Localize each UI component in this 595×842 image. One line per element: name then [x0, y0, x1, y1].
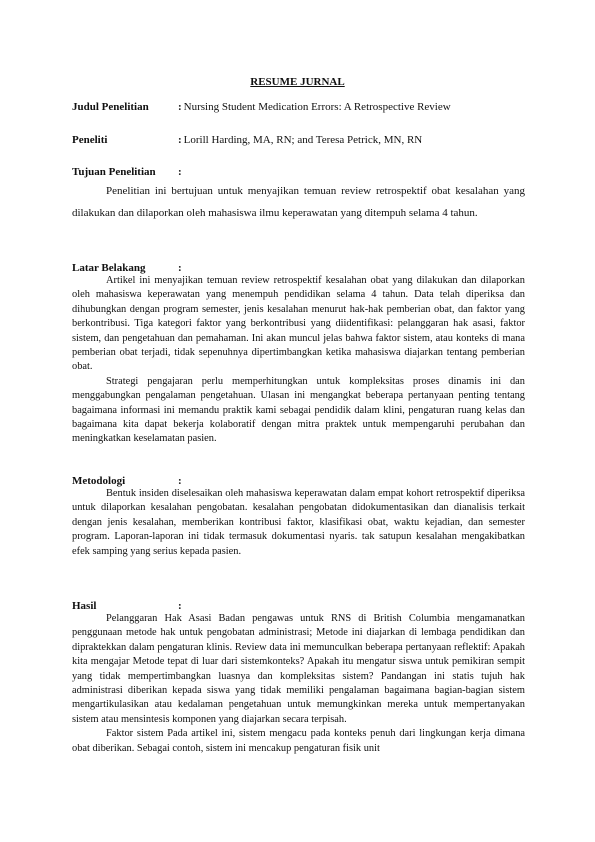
peneliti-value: Lorill Harding, MA, RN; and Teresa Petrick, MN, RN	[183, 134, 423, 146]
tujuan-text: Penelitian ini bertujuan untuk menyajikan temuan review retrospektif obat kesalahan yang dilakukan dan dilaporkan oleh mahasiswa ilmu keperawatan yang ditempuh selama 4 tahun.	[72, 185, 525, 219]
latar-row	[72, 262, 182, 274]
hasil-p2: Faktor sistem Pada artikel ini, sistem mengacu pada konteks penuh dari lingkungan kerja dimana obat diberikan. Sebagai contoh, sistem ini mencakup pengaturan fisik unit	[72, 728, 525, 754]
hasil-paragraphs	[72, 612, 525, 756]
tujuan-colon: :	[178, 166, 182, 178]
judul-colon: :	[178, 101, 182, 113]
metodologi-colon: :	[178, 475, 182, 487]
peneliti-row	[72, 134, 422, 146]
hasil-colon: :	[178, 600, 182, 612]
metodologi-row	[72, 475, 182, 487]
tujuan-row	[72, 166, 182, 178]
hasil-p1: Pelanggaran Hak Asasi Badan pengawas untuk RNS di British Columbia mengamanatkan penggunaan metode hak untuk pengobatan administrasi; Metode ini diajarkan di lembaga pendidikan dan dipraktekkan dalam pengaturan klinis. Review data ini memunculkan beberapa pertanyaan reflektif: Apakah kita mengajar Metode tepat di luar dari sistemkonteks? Apakah itu mengatur siswa untuk pemikiran sempit yang tidak mempertimbangkan luasnya dan kompleksitas sistem? Pandangan ini statis tujuh hak administrasi diberikan kepada siswa yang tidak memiliki pengalaman bagaimana bagian-bagian sistem mengartikulasikan atau kedalaman pengetahuan untuk memungkinkan mereka untuk mempertanyakan sistem atau mensintesis komponen yang diajarkan secara terpisah.	[72, 613, 525, 725]
latar-p1: Artikel ini menyajikan temuan review retrospektif kesalahan obat yang dilakukan dan dilaporkan oleh mahasiswa keperawatan yang menempuh pendidikan selama 4 tahun. Data telah diperiksa dan dihubungkan dengan program semester, jenis kesalahan menurut hak-hak pemberian obat, dan faktor yang berkontribusi. Tiga kategori faktor yang berkontribusi yang diidentifikasi: pelanggaran hak asasi, faktor sistem, dan pengetahuan dan pemahaman. Ini akan muncul jelas bahwa faktor sistem, atau konteks di mana pemberian obat terjadi, tidak sepenuhnya dipertimbangkan ketika mahasiswa diajarkan tentang pemberian obat.	[72, 275, 525, 373]
tujuan-paragraph	[72, 180, 525, 224]
judul-row	[72, 101, 451, 113]
latar-label: Latar Belakang	[72, 262, 146, 274]
judul-value: Nursing Student Medication Errors: A Retrospective Review	[183, 101, 451, 113]
latar-p2: Strategi pengajaran perlu memperhitungkan untuk kompleksitas proses dinamis ini dan menggabungkan pengalaman pengetahuan. Ulasan ini mengangkat beberapa pertanyaan penting tentang bagaimana informasi ini memandu praktik kami sebagai pendidik dalam klini, pengaturan ruang kelas dan bagaimana kita dapat bekerja kolaboratif dengan mitra praktek untuk mempengaruhi perubahan dan meningkatkan keselamatan pasien.	[72, 375, 525, 445]
document-title: RESUME JURNAL	[250, 76, 345, 88]
hasil-label: Hasil	[72, 600, 97, 612]
latar-paragraphs	[72, 274, 525, 447]
latar-colon: :	[178, 262, 182, 274]
tujuan-label: Tujuan Penelitian	[72, 166, 156, 178]
metodologi-p1: Bentuk insiden diselesaikan oleh mahasiswa keperawatan dalam empat kohort retrospektif diperiksa untuk dilaporkan kesalahan pengobatan. kesalahan pengobatan didokumentasikan dan dianalisis terkait dengan jenis kesalahan, memberikan kontribusi faktor, klasifikasi obat, waktu kejadian, dan semester program. Laporan-laporan ini tidak termasuk dokumentasi nyaris. tak satupun kesalahan mengakibatkan efek samping yang serius kepada pasien.	[72, 488, 525, 557]
hasil-row	[72, 600, 182, 612]
peneliti-colon: :	[178, 134, 182, 146]
peneliti-label: Peneliti	[72, 134, 108, 146]
judul-label: Judul Penelitian	[72, 101, 149, 113]
metodologi-label: Metodologi	[72, 475, 126, 487]
metodologi-paragraph	[72, 487, 525, 559]
